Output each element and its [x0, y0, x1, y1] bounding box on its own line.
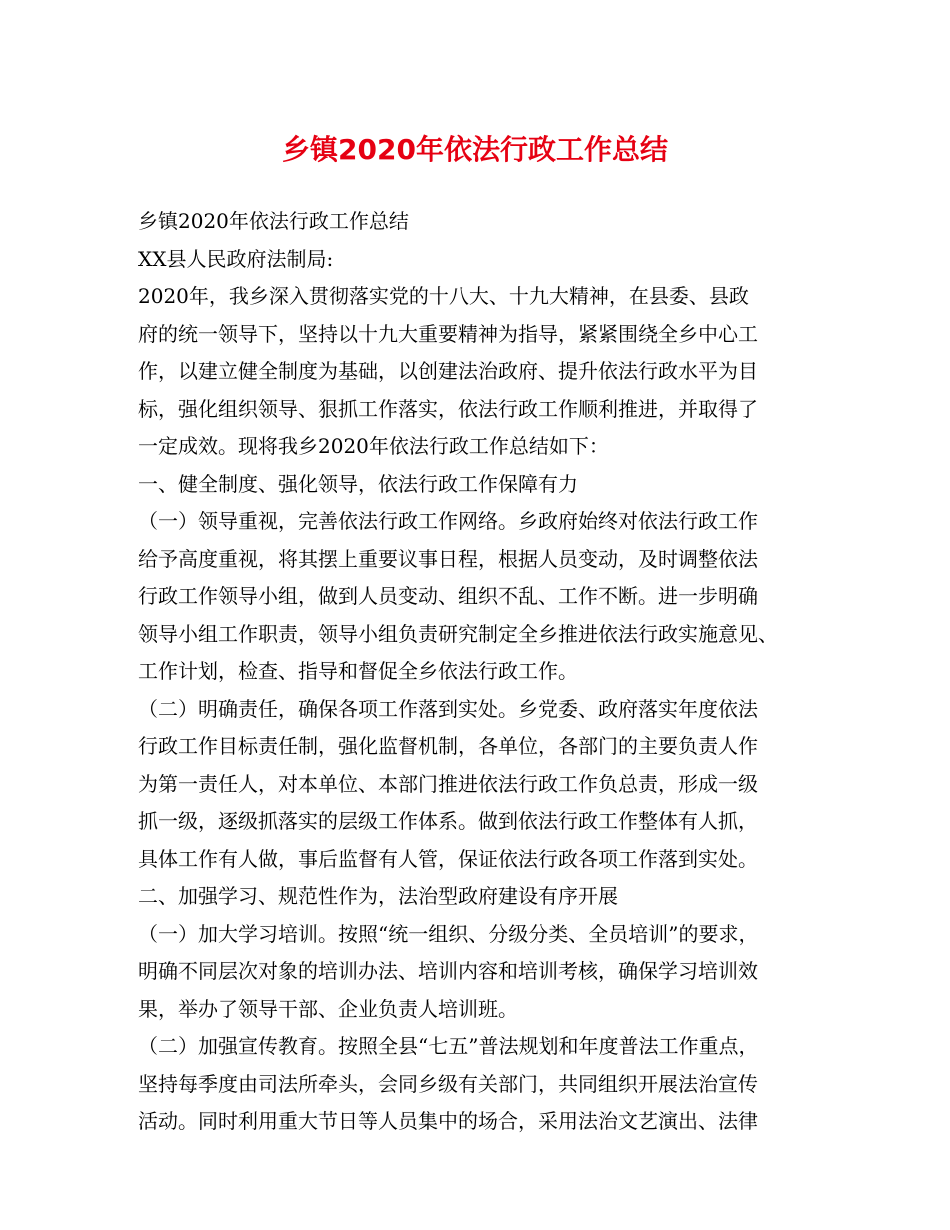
body-line: （二）加强宣传教育。按照全县“七五”普法规划和年度普法工作重点，: [138, 1034, 759, 1058]
body-line: XX县人民政府法制局:: [138, 246, 334, 271]
document-body: [138, 203, 828, 1141]
body-line: 2020年，我乡深入贯彻落实党的十八大、十九大精神，在县委、县政: [138, 284, 749, 308]
body-line: （一）加大学习培训。按照“统一组织、分级分类、全员培训”的要求，: [138, 921, 759, 946]
body-line: 坚持每季度由司法所牵头，会同乡级有关部门，共同组织开展法治宣传: [138, 1071, 758, 1096]
body-line: 果，举办了领导干部、企业负责人培训班。: [138, 996, 518, 1021]
body-line: 乡镇2020年依法行政工作总结: [138, 209, 409, 233]
body-line: 工作计划，检查、指导和督促全乡依法行政工作。: [138, 659, 578, 683]
body-line: 抓一级，逐级抓落实的层级工作体系。做到依法行政工作整体有人抓，: [138, 809, 758, 833]
body-line: 具体工作有人做，事后监督有人管，保证依法行政各项工作落到实处。: [138, 846, 758, 871]
body-line: 一定成效。现将我乡2020年依法行政工作总结如下：: [138, 434, 609, 458]
body-line: （一）领导重视，完善依法行政工作网络。乡政府始终对依法行政工作: [138, 509, 758, 533]
body-line: 给予高度重视，将其摆上重要议事日程，根据人员变动，及时调整依法: [138, 546, 758, 571]
body-line: 府的统一领导下，坚持以十九大重要精神为指导，紧紧围绕全乡中心工: [138, 321, 758, 346]
body-line: （二）明确责任，确保各项工作落到实处。乡党委、政府落实年度依法: [138, 696, 758, 721]
body-line: 为第一责任人，对本单位、本部门推进依法行政工作负总责，形成一级: [138, 771, 758, 796]
section-heading: 一、健全制度、强化领导，依法行政工作保障有力: [138, 471, 578, 496]
body-line: 领导小组工作职责，领导小组负责研究制定全乡推进依法行政实施意见、: [138, 621, 778, 646]
body-line: 明确不同层次对象的培训办法、培训内容和培训考核，确保学习培训效: [138, 959, 758, 983]
section-heading: 二、加强学习、规范性作为，法治型政府建设有序开展: [138, 884, 618, 908]
document-title: 乡镇2020年依法行政工作总结: [282, 133, 668, 166]
body-line: 活动。同时利用重大节日等人员集中的场合，采用法治文艺演出、法律: [138, 1109, 758, 1133]
body-line: 行政工作目标责任制，强化监督机制，各单位，各部门的主要负责人作: [138, 734, 758, 758]
body-line: 行政工作领导小组，做到人员变动、组织不乱、工作不断。进一步明确: [138, 584, 758, 608]
body-line: 作，以建立健全制度为基础，以创建法治政府、提升依法行政水平为目: [138, 359, 758, 383]
body-line: 标，强化组织领导、狠抓工作落实，依法行政工作顺利推进，并取得了: [138, 396, 758, 421]
